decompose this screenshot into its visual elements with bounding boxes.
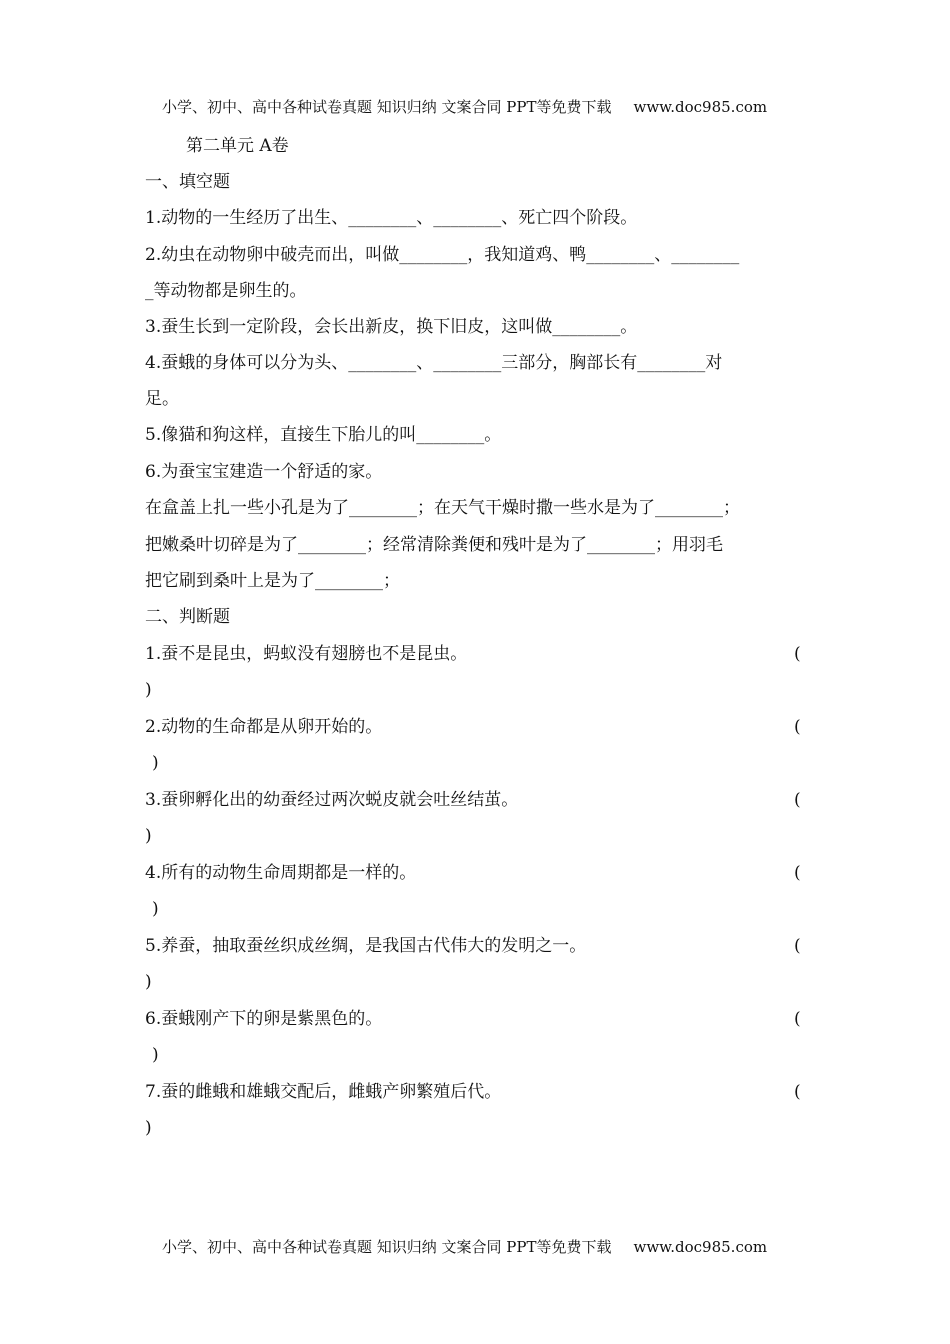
judge-open-paren: ( — [794, 1082, 801, 1102]
fill-line: 在盒盖上扎一些小孔是为了________；在天气干燥时撒一些水是为了________； — [145, 498, 740, 518]
judge-open-paren: ( — [794, 644, 801, 664]
fill-line: 4.蚕蛾的身体可以分为头、________、________三部分，胸部长有________对 — [145, 353, 723, 373]
fill-line: 3.蚕生长到一定阶段，会长出新皮，换下旧皮，这叫做________。 — [145, 317, 638, 337]
judge-item-text: 1.蚕不是昆虫，蚂蚁没有翅膀也不是昆虫。 — [145, 644, 468, 664]
judge-close-paren: ) — [145, 972, 152, 992]
fill-line: 1.动物的一生经历了出生、________、________、死亡四个阶段。 — [145, 208, 638, 228]
judge-item-text: 6.蚕蛾刚产下的卵是紫黑色的。 — [145, 1009, 383, 1029]
section-heading-judge: 二、判断题 — [145, 607, 230, 627]
fill-line: _等动物都是卵生的。 — [145, 281, 307, 301]
fill-line: 把它刷到桑叶上是为了________； — [145, 571, 400, 591]
footer-text: 小学、初中、高中各种试卷真题 知识归纳 文案合同 PPT等免费下载 — [162, 1238, 612, 1256]
judge-item-text: 4.所有的动物生命周期都是一样的。 — [145, 863, 417, 883]
judge-open-paren: ( — [794, 790, 801, 810]
judge-close-paren: ) — [145, 680, 152, 700]
judge-open-paren: ( — [794, 863, 801, 883]
judge-close-paren: ) — [145, 826, 152, 846]
judge-close-paren: ) — [145, 1118, 152, 1138]
judge-open-paren: ( — [794, 936, 801, 956]
judge-open-paren: ( — [794, 717, 801, 737]
judge-item-text: 5.养蚕，抽取蚕丝织成丝绸，是我国古代伟大的发明之一。 — [145, 936, 587, 956]
judge-close-paren: ) — [152, 1045, 159, 1065]
fill-line: 6.为蚕宝宝建造一个舒适的家。 — [145, 462, 383, 482]
footer-site: www.doc985.com — [633, 1238, 768, 1256]
judge-open-paren: ( — [794, 1009, 801, 1029]
page-header — [162, 96, 767, 117]
fill-line: 5.像猫和狗这样，直接生下胎儿的叫________。 — [145, 425, 502, 445]
judge-item-text: 2.动物的生命都是从卵开始的。 — [145, 717, 383, 737]
judge-item-text: 3.蚕卵孵化出的幼蚕经过两次蜕皮就会吐丝结茧。 — [145, 790, 519, 810]
header-text: 小学、初中、高中各种试卷真题 知识归纳 文案合同 PPT等免费下载 — [162, 98, 612, 116]
page-footer — [162, 1236, 767, 1257]
fill-line: 把嫩桑叶切碎是为了________；经常清除粪便和残叶是为了________；用羽毛 — [145, 535, 723, 555]
header-site: www.doc985.com — [633, 98, 768, 116]
fill-line: 2.幼虫在动物卵中破壳而出，叫做________，我知道鸡、鸭________、________ — [145, 245, 740, 265]
section-heading-fill: 一、填空题 — [145, 172, 230, 192]
judge-close-paren: ) — [152, 899, 159, 919]
unit-title: 第二单元 A卷 — [186, 136, 289, 156]
judge-item-text: 7.蚕的雌蛾和雄蛾交配后，雌蛾产卵繁殖后代。 — [145, 1082, 502, 1102]
fill-line: 足。 — [145, 389, 179, 409]
judge-close-paren: ) — [152, 753, 159, 773]
